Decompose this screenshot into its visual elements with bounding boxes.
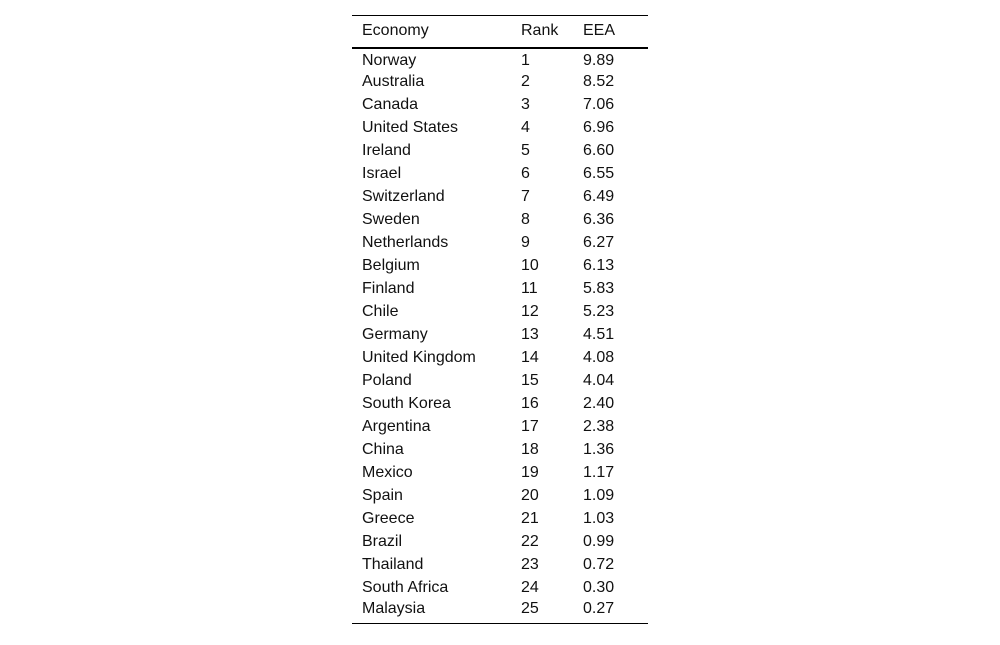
ranking-table-container	[352, 15, 648, 624]
cell-eea: 0.30	[583, 579, 615, 596]
table-row	[352, 209, 648, 232]
cell-eea: 6.49	[583, 188, 615, 205]
table-row	[352, 485, 648, 508]
cell-rank: 20	[521, 487, 539, 504]
table-row	[352, 531, 648, 554]
cell-eea: 2.38	[583, 418, 615, 435]
cell-economy: Finland	[362, 280, 415, 297]
cell-eea: 0.99	[583, 533, 615, 550]
cell-economy: Poland	[362, 372, 412, 389]
header-economy: Economy	[352, 16, 521, 48]
cell-eea: 4.08	[583, 349, 615, 366]
cell-eea: 4.04	[583, 372, 615, 389]
cell-economy: United Kingdom	[362, 349, 476, 366]
table-row	[352, 186, 648, 209]
cell-eea: 5.23	[583, 303, 615, 320]
header-rank: Rank	[521, 16, 583, 48]
cell-eea: 1.17	[583, 464, 615, 481]
cell-eea: 0.27	[583, 600, 648, 624]
cell-economy: South Africa	[362, 579, 449, 596]
cell-economy: United States	[362, 119, 459, 136]
cell-rank: 7	[521, 188, 530, 205]
cell-rank: 22	[521, 533, 539, 550]
cell-eea: 6.36	[583, 211, 615, 228]
cell-rank: 10	[521, 257, 539, 274]
table-row	[352, 393, 648, 416]
table-row	[352, 439, 648, 462]
cell-rank: 12	[521, 303, 539, 320]
cell-rank: 11	[521, 280, 538, 297]
cell-economy: Malaysia	[352, 600, 521, 624]
cell-economy: China	[362, 441, 404, 458]
cell-economy: Ireland	[362, 142, 411, 159]
cell-rank: 18	[521, 441, 539, 458]
cell-economy: Canada	[362, 96, 419, 113]
cell-rank: 17	[521, 418, 539, 435]
cell-rank: 25	[521, 600, 583, 624]
cell-economy: Australia	[362, 73, 425, 90]
cell-eea: 6.96	[583, 119, 615, 136]
table-row	[352, 48, 648, 71]
header-eea: EEA	[583, 16, 648, 48]
table-header	[352, 16, 648, 48]
cell-economy: Brazil	[362, 533, 403, 550]
table-row	[352, 71, 648, 94]
cell-economy: Switzerland	[362, 188, 445, 205]
cell-economy: Norway	[362, 51, 417, 69]
cell-rank: 1	[521, 51, 530, 69]
table-body	[352, 48, 648, 624]
table-row	[352, 324, 648, 347]
cell-eea: 0.72	[583, 556, 615, 573]
cell-rank: 5	[521, 142, 530, 159]
header-row	[352, 16, 648, 48]
cell-eea: 1.36	[583, 441, 615, 458]
cell-rank: 14	[521, 349, 539, 366]
cell-eea: 7.06	[583, 96, 615, 113]
cell-rank: 19	[521, 464, 539, 481]
cell-eea: 9.89	[583, 51, 615, 69]
cell-eea: 1.03	[583, 510, 615, 527]
cell-rank: 6	[521, 165, 530, 182]
table-row	[352, 117, 648, 140]
ranking-table	[352, 15, 648, 624]
table-row	[352, 301, 648, 324]
cell-eea: 6.60	[583, 142, 615, 159]
cell-rank: 15	[521, 372, 539, 389]
cell-economy: Israel	[362, 165, 402, 182]
cell-economy: Chile	[362, 303, 399, 320]
table-row	[352, 255, 648, 278]
cell-economy: Netherlands	[362, 234, 449, 251]
cell-rank: 8	[521, 211, 530, 228]
table-row	[352, 416, 648, 439]
cell-eea: 8.52	[583, 73, 615, 90]
cell-economy: South Korea	[362, 395, 451, 412]
table-row	[352, 163, 648, 186]
table-row	[352, 508, 648, 531]
cell-rank: 3	[521, 96, 530, 113]
cell-economy: Sweden	[362, 211, 420, 228]
table-row	[352, 140, 648, 163]
cell-rank: 23	[521, 556, 539, 573]
table-row	[352, 554, 648, 577]
cell-eea: 5.83	[583, 280, 615, 297]
cell-eea: 1.09	[583, 487, 615, 504]
cell-economy: Spain	[362, 487, 403, 504]
cell-eea: 6.27	[583, 234, 615, 251]
table-row	[352, 347, 648, 370]
cell-eea: 6.13	[583, 257, 615, 274]
cell-eea: 2.40	[583, 395, 615, 412]
table-row	[352, 94, 648, 117]
cell-economy: Mexico	[362, 464, 413, 481]
cell-rank: 4	[521, 119, 530, 136]
cell-economy: Belgium	[362, 257, 420, 274]
cell-rank: 24	[521, 579, 539, 596]
cell-rank: 21	[521, 510, 539, 527]
cell-rank: 9	[521, 234, 530, 251]
table-row	[352, 462, 648, 485]
cell-eea: 4.51	[583, 326, 615, 343]
table-row	[352, 600, 648, 624]
cell-economy: Argentina	[362, 418, 431, 435]
table-row	[352, 232, 648, 255]
cell-rank: 13	[521, 326, 539, 343]
cell-economy: Thailand	[362, 556, 424, 573]
cell-economy: Germany	[362, 326, 428, 343]
cell-rank: 16	[521, 395, 539, 412]
table-row	[352, 370, 648, 393]
table-row	[352, 577, 648, 600]
cell-rank: 2	[521, 73, 530, 90]
table-row	[352, 278, 648, 301]
cell-eea: 6.55	[583, 165, 615, 182]
cell-economy: Greece	[362, 510, 415, 527]
